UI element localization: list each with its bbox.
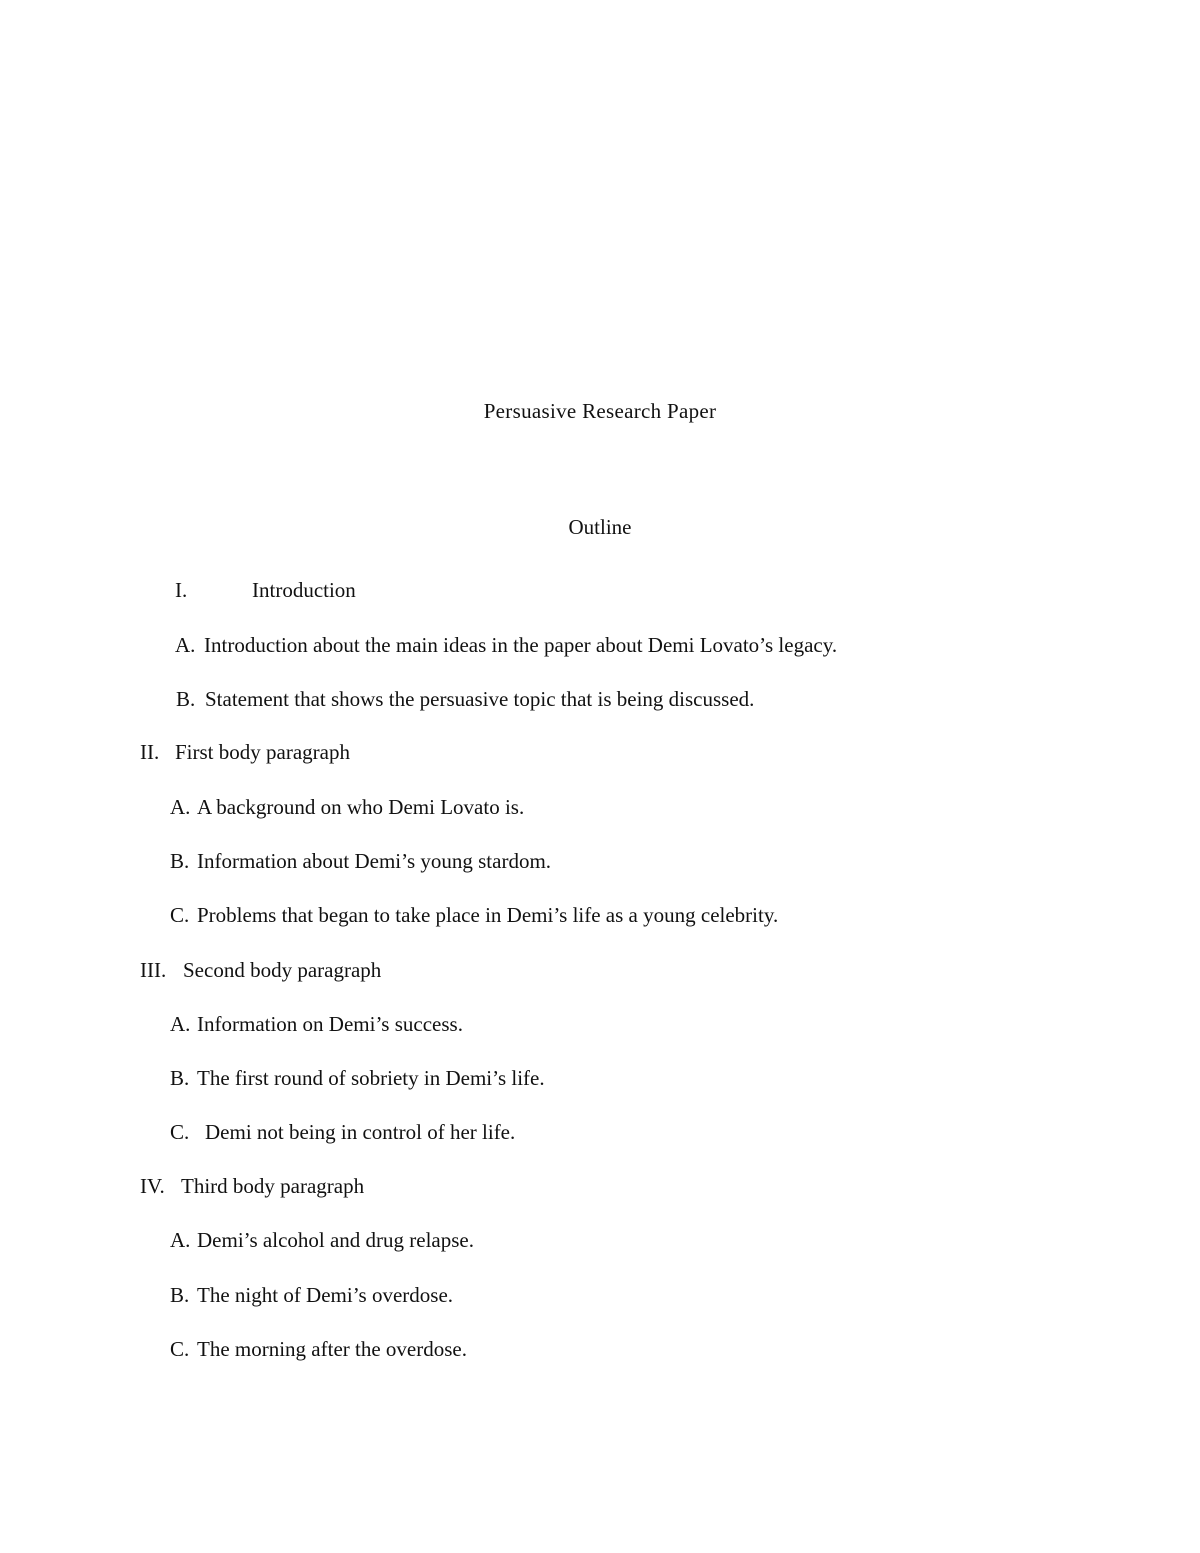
section-iv-item-a	[170, 1230, 474, 1251]
outline-heading: Outline	[568, 515, 632, 539]
item-marker: C.	[170, 903, 190, 927]
item-text: The morning after the overdose.	[197, 1337, 467, 1361]
section-ii-title: First body paragraph	[175, 740, 350, 764]
section-ii-heading	[140, 742, 350, 763]
item-text: Information about Demi’s young stardom.	[197, 849, 552, 873]
section-iv-item-b	[170, 1285, 453, 1306]
section-iii-item-c	[170, 1122, 515, 1143]
item-marker: B.	[170, 1066, 190, 1090]
item-marker: C.	[170, 1337, 190, 1361]
section-i-title: Introduction	[252, 578, 356, 602]
section-ii-item-b	[170, 851, 551, 872]
item-text: Demi not being in control of her life.	[205, 1120, 516, 1144]
item-text: The first round of sobriety in Demi’s life.	[197, 1066, 545, 1090]
item-marker: A.	[170, 1228, 191, 1252]
item-text: Demi’s alcohol and drug relapse.	[197, 1228, 474, 1252]
section-iv-item-c	[170, 1339, 467, 1360]
section-ii-marker: II.	[140, 740, 160, 764]
section-iv-title: Third body paragraph	[181, 1174, 365, 1198]
section-iii-item-b	[170, 1068, 545, 1089]
item-marker: A.	[170, 795, 191, 819]
section-iv-marker: IV.	[140, 1174, 165, 1198]
paper-title: Persuasive Research Paper	[483, 399, 717, 423]
section-ii-item-a	[170, 797, 524, 818]
section-i-marker: I.	[175, 578, 188, 602]
item-marker: C.	[170, 1120, 190, 1144]
item-text: A background on who Demi Lovato is.	[197, 795, 525, 819]
section-ii-item-c	[170, 905, 778, 926]
item-marker: B.	[170, 1283, 190, 1307]
item-marker: A.	[170, 1012, 191, 1036]
section-iv-heading	[140, 1176, 364, 1197]
item-text: Statement that shows the persuasive topic that is being discussed.	[205, 687, 755, 711]
section-i-item-a	[175, 635, 837, 656]
item-text: Problems that began to take place in Demi’s life as a young celebrity.	[197, 903, 779, 927]
section-iii-heading	[140, 960, 381, 981]
item-text: Information on Demi’s success.	[197, 1012, 463, 1036]
section-i-item-b	[176, 689, 754, 710]
section-i-heading	[175, 580, 356, 601]
item-marker: A.	[175, 633, 196, 657]
section-iii-item-a	[170, 1014, 463, 1035]
item-marker: B.	[170, 849, 190, 873]
section-iii-title: Second body paragraph	[183, 958, 382, 982]
section-iii-marker: III.	[140, 958, 167, 982]
item-marker: B.	[176, 687, 196, 711]
item-text: Introduction about the main ideas in the paper about Demi Lovato’s legacy.	[204, 633, 838, 657]
item-text: The night of Demi’s overdose.	[197, 1283, 454, 1307]
